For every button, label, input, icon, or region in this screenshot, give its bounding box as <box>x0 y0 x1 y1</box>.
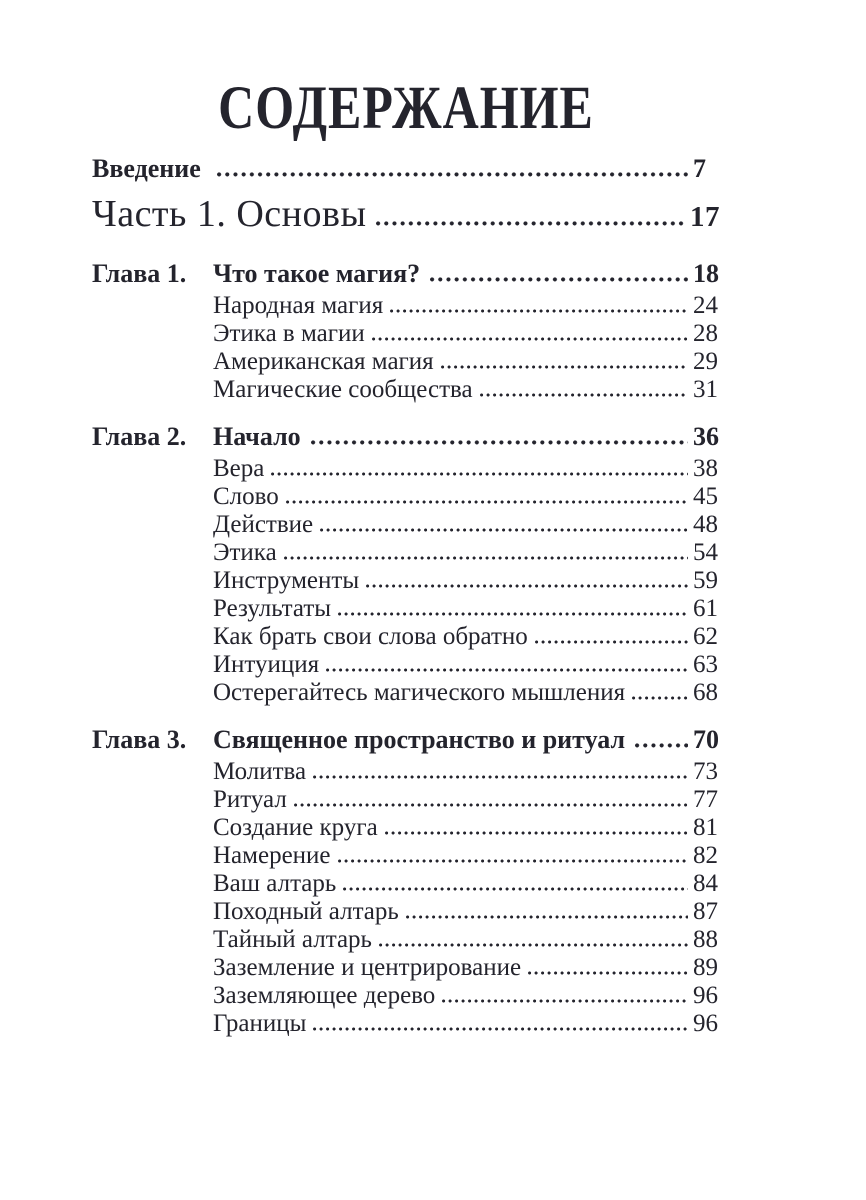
toc-subentry <box>92 1010 720 1038</box>
toc-subentry <box>92 292 720 320</box>
dot-leader <box>286 500 688 504</box>
dot-leader <box>338 612 688 616</box>
page-number: 88 <box>693 926 718 953</box>
toc-entry-label: Этика в магии <box>213 320 365 347</box>
toc-subentry <box>92 842 720 870</box>
chapter-number-label: Глава 1. <box>92 259 187 288</box>
dot-leader <box>390 309 688 313</box>
toc-chapter-heading <box>92 422 720 452</box>
page-number: 84 <box>693 870 718 897</box>
toc-entry-label: Молитва <box>213 758 307 785</box>
toc-subentry <box>92 786 720 814</box>
toc-entry-label: Остерегайтесь магического мышления <box>213 679 626 706</box>
dot-leader <box>294 803 688 807</box>
dot-leader <box>635 743 688 748</box>
page-number: 48 <box>693 511 718 538</box>
toc-subentry <box>92 651 720 679</box>
page-number: 63 <box>693 651 718 678</box>
toc-subentry <box>92 814 720 842</box>
toc-entry-label: Заземление и центрирование <box>213 954 522 981</box>
page-number: 24 <box>693 292 718 319</box>
page-number: 87 <box>693 898 718 925</box>
toc-entry-label: Народная магия <box>213 292 384 319</box>
toc-chapter-heading <box>92 259 720 289</box>
chapter-title: Что такое магия? <box>213 259 421 288</box>
toc-entry-label: Интуиция <box>213 651 320 678</box>
dot-leader <box>343 887 688 891</box>
page-title: СОДЕРЖАНИЕ <box>218 73 594 142</box>
toc-subentry <box>92 376 720 404</box>
dot-leader <box>379 943 688 947</box>
chapter-title: Священное пространство и ритуал <box>213 725 626 754</box>
dot-leader <box>284 556 688 560</box>
toc-subentry <box>92 926 720 954</box>
page-number: 17 <box>690 201 720 233</box>
toc-subentry <box>92 982 720 1010</box>
toc-entry-label: Результаты <box>213 595 332 622</box>
toc-entry-label: Заземляющее дерево <box>213 982 436 1009</box>
dot-leader <box>311 440 688 445</box>
toc-entry-label: Часть 1. Основы <box>92 193 367 235</box>
page-number: 82 <box>693 842 718 869</box>
page-number: 45 <box>693 483 718 510</box>
page-number: 89 <box>693 954 718 981</box>
page-number: 29 <box>693 348 718 375</box>
dot-leader <box>376 221 685 226</box>
toc-entry-label: Создание круга <box>213 814 378 841</box>
chapter-number-label: Глава 2. <box>92 422 187 451</box>
toc-entry-label: Как брать свои слова обратно <box>213 623 528 650</box>
page-number: 28 <box>693 320 718 347</box>
toc-subentry <box>92 483 720 511</box>
dot-leader <box>313 1027 688 1031</box>
dot-leader <box>430 277 688 282</box>
page-number: 31 <box>693 376 718 403</box>
toc-entry-label: Этика <box>213 539 277 566</box>
toc-entry-label: Слово <box>213 483 279 510</box>
page-number: 38 <box>693 455 718 482</box>
toc-entry-label: Инструменты <box>213 567 360 594</box>
page-number: 81 <box>693 814 718 841</box>
toc-subentry <box>92 758 720 786</box>
dot-leader <box>441 365 688 369</box>
page-number: 77 <box>693 786 718 813</box>
toc-entry-label: Действие <box>213 511 314 538</box>
toc-subentry <box>92 539 720 567</box>
page-number: 18 <box>693 259 719 288</box>
page-number: 61 <box>693 595 718 622</box>
toc-subentry <box>92 898 720 926</box>
page-number: 59 <box>693 567 718 594</box>
toc-entry-label: Магические сообщества <box>213 376 473 403</box>
toc-entry-intro <box>92 154 720 184</box>
dot-leader <box>535 640 688 644</box>
page-number: 73 <box>693 758 718 785</box>
page-number: 62 <box>693 623 718 650</box>
dot-leader <box>313 775 688 779</box>
dot-leader <box>338 859 688 863</box>
dot-leader <box>326 668 688 672</box>
dot-leader <box>528 971 688 975</box>
toc-entry-part <box>92 190 720 241</box>
toc-entry-label: Намерение <box>213 842 331 869</box>
toc-subentry <box>92 595 720 623</box>
dot-leader <box>271 472 688 476</box>
page-number: 7 <box>693 154 706 183</box>
toc-subentry <box>92 455 720 483</box>
toc-entry-label: Ваш алтарь <box>213 870 337 897</box>
toc-subentry <box>92 567 720 595</box>
page-number: 70 <box>693 725 719 754</box>
page-number: 96 <box>693 982 718 1009</box>
toc-subentry <box>92 623 720 651</box>
dot-leader <box>366 584 688 588</box>
toc-subentry <box>92 870 720 898</box>
toc-entry-label: Ритуал <box>213 786 287 813</box>
page-number: 96 <box>693 1010 718 1037</box>
toc-subentry <box>92 679 720 707</box>
toc-entry-label: Введение <box>92 154 201 183</box>
toc-chapter-heading <box>92 725 720 755</box>
dot-leader <box>442 999 688 1003</box>
dot-leader <box>406 915 688 919</box>
chapter-number-label: Глава 3. <box>92 725 187 754</box>
page-number: 68 <box>693 679 718 706</box>
dot-leader <box>320 528 688 532</box>
toc-entry-label: Вера <box>213 455 265 482</box>
toc-entry-label: Походный алтарь <box>213 898 399 925</box>
page-number: 54 <box>693 539 718 566</box>
toc-entry-label: Границы <box>213 1010 307 1037</box>
toc-subentry <box>92 954 720 982</box>
dot-leader <box>385 831 688 835</box>
page-number: 36 <box>693 422 719 451</box>
toc-subentry <box>92 320 720 348</box>
toc-subentry <box>92 348 720 376</box>
dot-leader <box>480 393 688 397</box>
dot-leader <box>217 172 688 177</box>
dot-leader <box>632 696 688 700</box>
chapter-title: Начало <box>213 422 301 451</box>
toc-subentry <box>92 511 720 539</box>
toc-entry-label: Американская магия <box>213 348 434 375</box>
dot-leader <box>372 337 688 341</box>
toc-entry-label: Тайный алтарь <box>213 926 372 953</box>
